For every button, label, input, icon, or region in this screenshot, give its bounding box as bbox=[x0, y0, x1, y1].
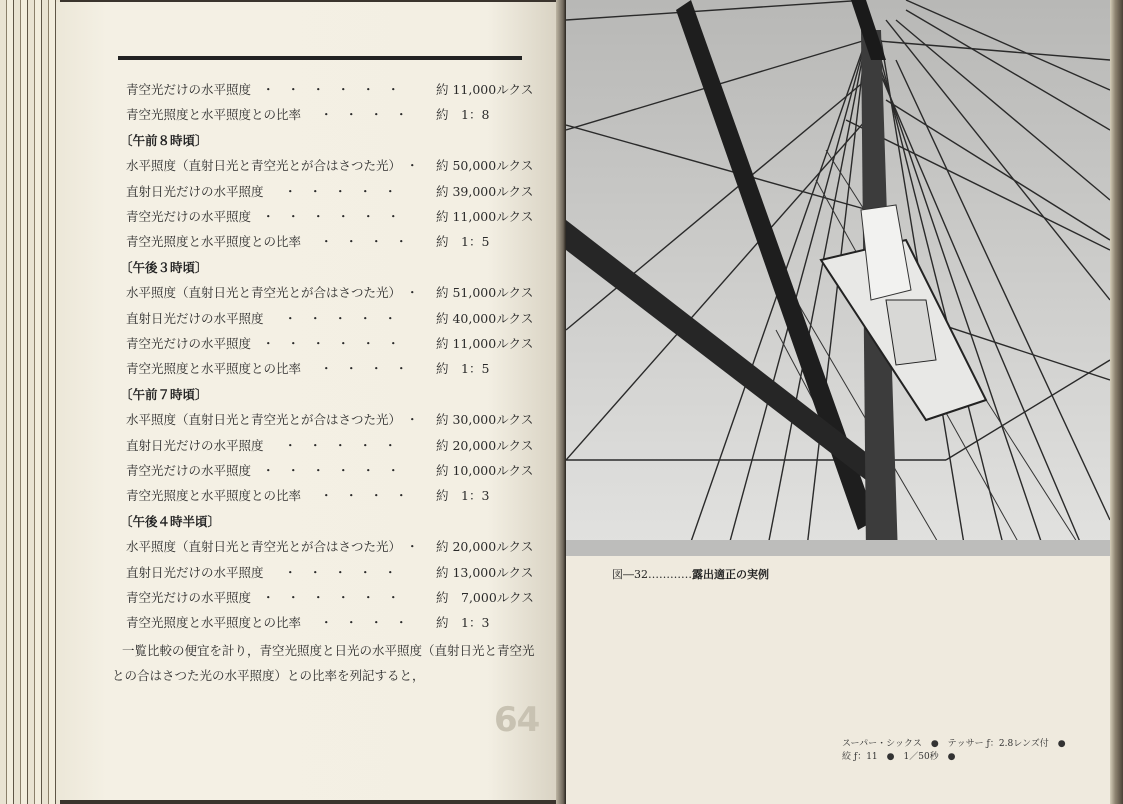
leader-dots: ・ bbox=[406, 285, 419, 300]
row-label: 水平照度（直射日光と青空光とが合はさつた光） bbox=[126, 285, 402, 300]
row-value: 約 30,000ルクス bbox=[436, 412, 534, 427]
row-value: 約 1：3 bbox=[436, 488, 490, 503]
section-heading: 〔午後３時頃〕 bbox=[120, 260, 208, 275]
row-value: 約 50,000ルクス bbox=[436, 158, 534, 173]
row-value: 約 7,000ルクス bbox=[436, 590, 534, 605]
section-heading: 〔午前７時頃〕 bbox=[120, 387, 208, 402]
row-label: 直射日光だけの水平照度 bbox=[126, 438, 264, 453]
paragraph-line-2: との合はさつた光の水平照度）との比率を列記すると， bbox=[112, 668, 425, 683]
row-value: 約 1：3 bbox=[436, 615, 490, 630]
row-value: 約 1：5 bbox=[436, 234, 490, 249]
leader-dots: ・ ・ ・ ・ bbox=[320, 107, 408, 122]
row-value: 約 39,000ルクス bbox=[436, 184, 534, 199]
row-value: 約 40,000ルクス bbox=[436, 311, 534, 326]
leader-dots: ・ ・ ・ ・ ・ bbox=[284, 184, 397, 199]
leader-dots: ・ ・ ・ ・ bbox=[320, 234, 408, 249]
row-value: 約 11,000ルクス bbox=[436, 82, 534, 97]
row-label: 水平照度（直射日光と青空光とが合はさつた光） bbox=[126, 158, 402, 173]
section-heading: 〔午後４時半頃〕 bbox=[120, 514, 221, 529]
leader-dots: ・ ・ ・ ・ ・ ・ bbox=[262, 463, 400, 478]
leader-dots: ・ ・ ・ ・ ・ ・ bbox=[262, 209, 400, 224]
row-label: 青空光照度と水平照度との比率 bbox=[126, 234, 302, 249]
caption-title: 露出適正の実例 bbox=[692, 568, 769, 581]
leader-dots: ・ bbox=[406, 412, 419, 427]
row-label: 水平照度（直射日光と青空光とが合はさつた光） bbox=[126, 412, 402, 427]
camera-credit-line-2: 絞 ƒ：11 ● 1／50秒 ● bbox=[842, 752, 956, 762]
camera-credit-line-1: スーパー・シックス ● テッサー ƒ：2.8レンズ付 ● bbox=[842, 739, 1066, 749]
leader-dots: ・ ・ ・ ・ ・ ・ bbox=[262, 336, 400, 351]
leader-dots: ・ ・ ・ ・ ・ bbox=[284, 438, 397, 453]
header-rule bbox=[118, 56, 522, 60]
row-label: 青空光照度と水平照度との比率 bbox=[126, 361, 302, 376]
row-label: 青空光だけの水平照度 bbox=[126, 336, 252, 351]
leader-dots: ・ bbox=[406, 539, 419, 554]
leader-dots: ・ ・ ・ ・ bbox=[320, 488, 408, 503]
row-label: 青空光照度と水平照度との比率 bbox=[126, 488, 302, 503]
leader-dots: ・ ・ ・ ・ ・ ・ bbox=[262, 82, 400, 97]
paragraph-line-1: 一覧比較の便宜を計り，青空光照度と日光の水平照度（直射日光と青空光 bbox=[122, 643, 535, 658]
row-value: 約 10,000ルクス bbox=[436, 463, 534, 478]
leader-dots: ・ ・ ・ ・ bbox=[320, 361, 408, 376]
row-value: 約 13,000ルクス bbox=[436, 565, 534, 580]
row-value: 約 20,000ルクス bbox=[436, 438, 534, 453]
row-label: 青空光だけの水平照度 bbox=[126, 590, 252, 605]
row-label: 青空光照度と水平照度との比率 bbox=[126, 615, 302, 630]
page-edges bbox=[0, 0, 60, 804]
photo-caption bbox=[612, 566, 769, 582]
row-value: 約 1：5 bbox=[436, 361, 490, 376]
row-label: 直射日光だけの水平照度 bbox=[126, 565, 264, 580]
leader-dots: ・ ・ ・ ・ bbox=[320, 615, 408, 630]
row-label: 直射日光だけの水平照度 bbox=[126, 184, 264, 199]
leader-dots: ・ ・ ・ ・ ・ bbox=[284, 311, 397, 326]
row-value: 約 11,000ルクス bbox=[436, 209, 534, 224]
rigging-illustration bbox=[566, 0, 1110, 556]
row-value: 約 20,000ルクス bbox=[436, 539, 534, 554]
row-value: 約 11,000ルクス bbox=[436, 336, 534, 351]
row-label: 水平照度（直射日光と青空光とが合はさつた光） bbox=[126, 539, 402, 554]
row-value: 約 51,000ルクス bbox=[436, 285, 534, 300]
row-label: 青空光だけの水平照度 bbox=[126, 463, 252, 478]
leader-dots: ・ bbox=[406, 158, 419, 173]
row-label: 青空光だけの水平照度 bbox=[126, 209, 252, 224]
ship-rigging-photo bbox=[566, 0, 1110, 556]
row-value: 約 1：8 bbox=[436, 107, 490, 122]
section-heading: 〔午前８時頃〕 bbox=[120, 133, 208, 148]
row-label: 青空光照度と水平照度との比率 bbox=[126, 107, 302, 122]
row-label: 青空光だけの水平照度 bbox=[126, 82, 252, 97]
right-page-edge bbox=[1110, 0, 1123, 804]
leader-dots: ・ ・ ・ ・ ・ bbox=[284, 565, 397, 580]
page-number: 64 bbox=[494, 700, 540, 740]
leader-dots: ・ ・ ・ ・ ・ ・ bbox=[262, 590, 400, 605]
row-label: 直射日光だけの水平照度 bbox=[126, 311, 264, 326]
caption-prefix: 図―32………… bbox=[612, 568, 692, 581]
